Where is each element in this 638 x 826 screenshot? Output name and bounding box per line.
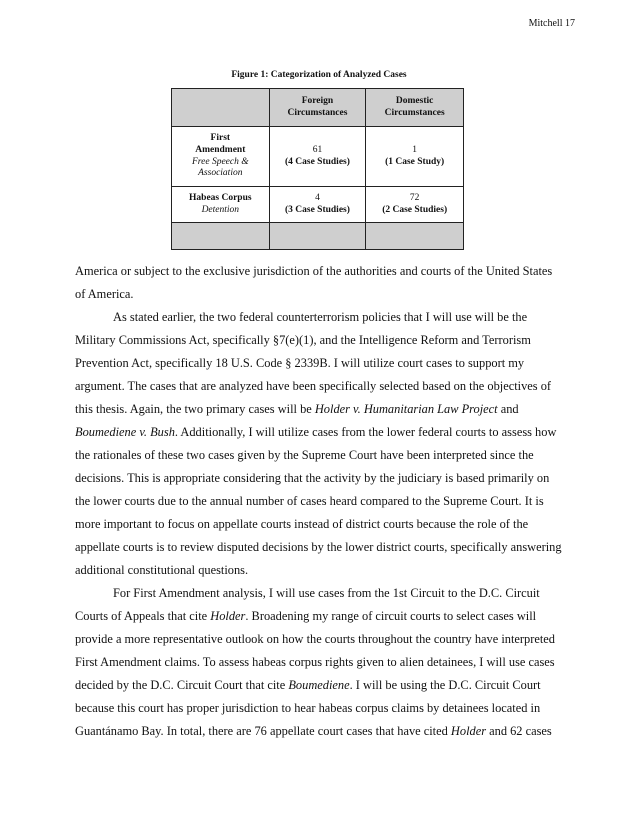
case-name-boumediene: Boumediene xyxy=(288,678,350,692)
case-studies: (4 Case Studies) xyxy=(284,156,350,167)
case-name-boumediene: Boumediene v. Bush xyxy=(75,425,175,439)
footer-empty-cell xyxy=(172,223,270,250)
row-label-line: Habeas Corpus xyxy=(189,192,252,203)
paragraph-counterterrorism-policies: As stated earlier, the two federal counterterrorism policies that I will use will be the Military Commissions Act, specifically §7(e)(1), and the Intelligence Reform and Terrorism Prevention Act, specifically 18 U.S. Code § 2339B. I will utilize court cases to support my argument. The cases that are analyzed have been specifically selected based on the objectives of this thesis. Again, the two primary cases will be Holder v. Humanitarian Law Project and Boumediene v. Bush. Additionally, I will utilize cases from the lower federal courts to assess how the rationales of these two cases given by the Supreme Court have been interpreted since the decisions. This is appropriate considering that the activity by the judiciary is based primarily on the lower courts due to the annual number of cases heard compared to the Supreme Court. It is more important to focus on appellate courts instead of district courts because the role of the appellate courts is to review disputed decisions by the lower district courts, specifically answering additional constitutional questions. xyxy=(75,310,562,577)
header-empty-cell xyxy=(172,89,270,127)
row-label-first-amendment xyxy=(172,127,270,187)
table-header-row xyxy=(172,89,464,127)
row-sublabel-line: Detention xyxy=(201,204,240,215)
footer-empty-cell xyxy=(366,223,464,250)
footer-empty-cell xyxy=(269,223,366,250)
case-studies: (1 Case Study) xyxy=(385,156,445,167)
case-categorization-table xyxy=(171,88,464,250)
case-studies: (3 Case Studies) xyxy=(284,204,350,215)
cell-habeas-corpus-domestic xyxy=(366,187,464,223)
row-label-line: First xyxy=(210,132,231,143)
case-name-holder: Holder v. Humanitarian Law Project xyxy=(314,402,498,416)
row-sublabel-line: Free Speech & xyxy=(191,156,249,167)
cell-first-amendment-domestic xyxy=(366,127,464,187)
table-row-habeas-corpus xyxy=(172,187,464,223)
paragraph-continuation: America or subject to the exclusive jurisdiction of the authorities and courts of the United States of America. xyxy=(75,264,553,301)
paragraph-first-amendment-analysis: For First Amendment analysis, I will use cases from the 1st Circuit to the D.C. Circuit Courts of Appeals that cite Holder. Broadening my range of circuit courts to select cases will provide a more representative outlook on how the courts throughout the country have interpreted First Amendment claims. To assess habeas corpus rights given to alien detainees, I will use cases decided by the D.C. Circuit Court that cite Boumediene. I will be using the D.C. Circuit Court because this court has proper jurisdiction to hear habeas corpus claims by detainees located in Guantánamo Bay. In total, there are 76 appellate court cases that have cited Holder and 62 cases xyxy=(75,586,555,738)
column-header-foreign: Foreign Circumstances xyxy=(269,89,366,127)
case-count: 61 xyxy=(312,144,323,155)
figure-caption: Figure 1: Categorization of Analyzed Cases xyxy=(231,70,407,80)
row-label-habeas-corpus xyxy=(172,187,270,223)
case-count: 4 xyxy=(315,192,320,203)
case-count: 72 xyxy=(409,192,420,203)
case-name-holder: Holder xyxy=(450,724,487,738)
case-name-holder: Holder xyxy=(210,609,246,623)
row-sublabel-line: Association xyxy=(198,168,243,179)
table-row-first-amendment xyxy=(172,127,464,187)
row-label-line: Amendment xyxy=(195,144,246,155)
table-footer-row xyxy=(172,223,464,250)
cell-habeas-corpus-foreign xyxy=(269,187,366,223)
running-head: Mitchell 17 xyxy=(528,18,575,29)
cell-first-amendment-foreign xyxy=(269,127,366,187)
case-studies: (2 Case Studies) xyxy=(382,204,448,215)
case-count: 1 xyxy=(412,144,418,155)
column-header-domestic: Domestic Circumstances xyxy=(366,89,464,127)
